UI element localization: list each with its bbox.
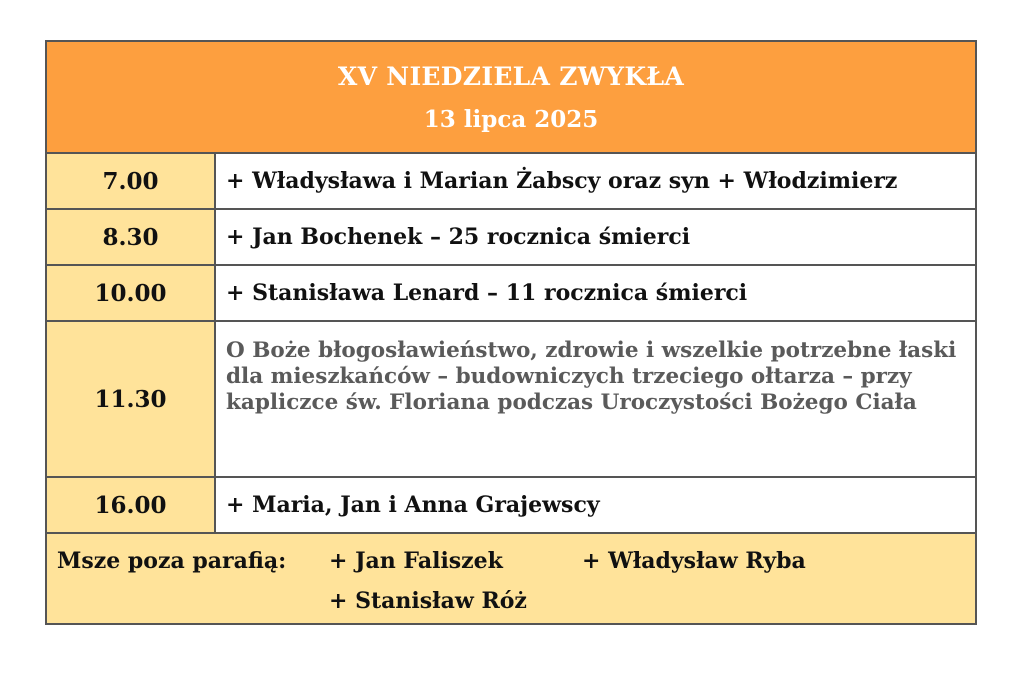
- mass-time: 8.30: [47, 210, 214, 264]
- mass-schedule-table: [45, 40, 977, 625]
- mass-row-1: [47, 154, 975, 208]
- outside-parish-name: + Stanisław Róż: [329, 588, 527, 614]
- mass-intention: O Boże błogosławieństwo, zdrowie i wszelkie potrzebne łaski dla mieszkańców – budowniczych trzeciego ołtarza – przy kapliczce św. Floriana podczas Uroczystości Bożego Ciała: [216, 322, 975, 476]
- mass-time: 10.00: [47, 266, 214, 320]
- mass-intention: + Władysława i Marian Żabscy oraz syn + Włodzimierz: [216, 154, 975, 208]
- mass-intention: + Stanisława Lenard – 11 rocznica śmierci: [216, 266, 975, 320]
- mass-intention: + Jan Bochenek – 25 rocznica śmierci: [216, 210, 975, 264]
- mass-row-5: [47, 478, 975, 532]
- mass-time: 11.30: [47, 322, 214, 476]
- header-title: XV NIEDZIELA ZWYKŁA: [337, 62, 685, 91]
- mass-row-4: [47, 322, 975, 476]
- mass-row-3: [47, 266, 975, 320]
- schedule-header: [47, 42, 975, 152]
- outside-parish-masses: [47, 534, 975, 623]
- mass-row-2: [47, 210, 975, 264]
- outside-parish-label: Msze poza parafią:: [57, 548, 287, 574]
- mass-time: 16.00: [47, 478, 214, 532]
- mass-time: 7.00: [47, 154, 214, 208]
- header-date: 13 lipca 2025: [423, 106, 599, 133]
- mass-intention: + Maria, Jan i Anna Grajewscy: [216, 478, 975, 532]
- outside-parish-name: + Jan Faliszek: [329, 548, 503, 574]
- outside-parish-name: + Władysław Ryba: [582, 548, 806, 574]
